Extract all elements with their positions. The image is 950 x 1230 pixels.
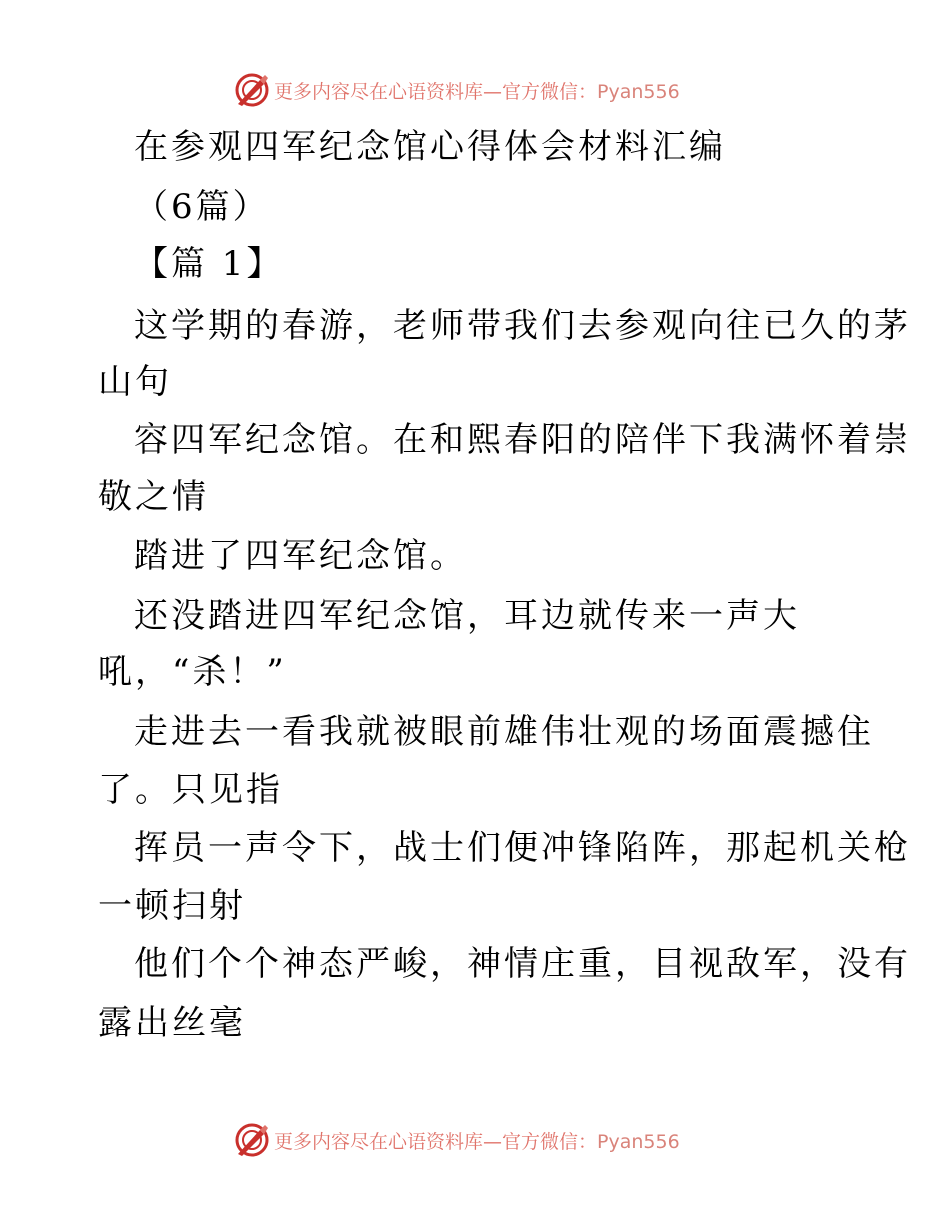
paragraph-line: 敬之情	[98, 477, 209, 517]
footer-banner-text: 更多内容尽在心语资料库—官方微信：Pyan556	[274, 1130, 680, 1153]
paragraph-line: 走进去一看我就被眼前雄伟壮观的场面震撼住	[134, 712, 874, 752]
paragraph-line: 山句	[98, 362, 172, 402]
section-heading: 【篇 1】	[134, 244, 284, 284]
paragraph-line: 露出丝毫	[98, 1003, 246, 1043]
paragraph-line: 吼，“杀！”	[98, 652, 287, 692]
document-title-line-1: 在参观四军纪念馆心得体会材料汇编	[134, 127, 726, 167]
paragraph-line: 了。只见指	[98, 770, 283, 810]
paragraph-line: 挥员一声令下，战士们便冲锋陷阵，那起机关枪	[134, 828, 911, 868]
paragraph-line: 还没踏进四军纪念馆，耳边就传来一声大	[134, 596, 800, 636]
document-title-line-2: （6篇）	[134, 187, 270, 227]
paragraph-line: 这学期的春游，老师带我们去参观向往已久的茅	[134, 306, 911, 346]
footer-wechat-id: Pyan556	[597, 1130, 680, 1153]
paragraph-line: 容四军纪念馆。在和熙春阳的陪伴下我满怀着崇	[134, 420, 911, 460]
header-wechat-id: Pyan556	[597, 80, 680, 103]
header-banner-text: 更多内容尽在心语资料库—官方微信：Pyan556	[274, 80, 680, 103]
paragraph-line: 一顿扫射	[98, 886, 246, 926]
paragraph-line: 他们个个神态严峻，神情庄重，目视敌军，没有	[134, 944, 911, 984]
paragraph-line: 踏进了四军纪念馆。	[134, 536, 467, 576]
pen-logo-icon	[232, 1120, 272, 1160]
footer-banner	[232, 1120, 722, 1160]
